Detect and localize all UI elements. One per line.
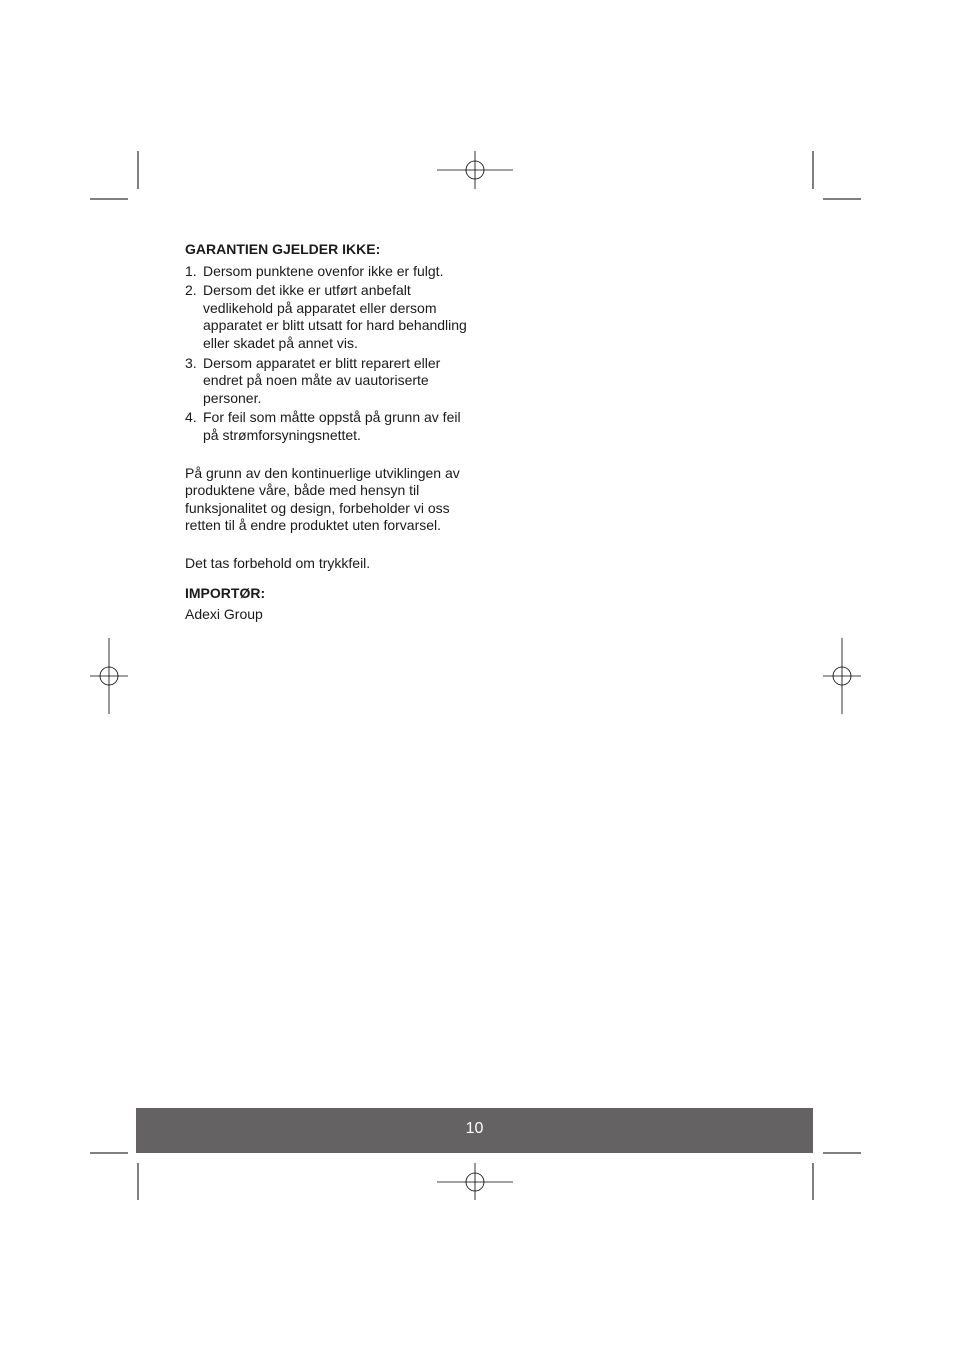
document-body xyxy=(185,241,475,624)
registration-mark-left xyxy=(90,638,128,714)
list-item: 1. Dersom punktene ovenfor ikke er fulgt. xyxy=(185,262,444,279)
list-item: 3. Dersom apparatet er blitt reparert eller endret på noen måte av uautoriserte personer. xyxy=(185,354,441,406)
importer-heading: IMPORTØR: xyxy=(185,584,266,601)
footer-bar xyxy=(136,1108,813,1153)
warranty-heading: GARANTIEN GJELDER IKKE: xyxy=(185,241,381,257)
list-item: 4. For feil som måtte oppstå på grunn av feil på strømforsyningsnettet. xyxy=(185,409,461,443)
misprint-notice: Det tas forbehold om trykkfeil. xyxy=(185,554,371,571)
development-notice: På grunn av den kontinuerlige utviklingen av produktene våre, både med hensyn til funksjonalitet og design, forbeholder vi oss retten til å endre produktet uten forvarsel. xyxy=(185,464,460,534)
registration-mark-bottom xyxy=(437,1163,513,1200)
warranty-exclusion-list xyxy=(185,263,475,445)
importer-name: Adexi Group xyxy=(185,606,263,623)
page-number: 10 xyxy=(465,1120,484,1137)
registration-mark-right xyxy=(823,638,861,714)
registration-mark-top xyxy=(437,151,513,189)
list-item: 2. Dersom det ikke er utført anbefalt vedlikehold på apparatet eller dersom apparatet er blitt utsatt for hard behandling eller skadet på annet vis. xyxy=(185,282,467,351)
